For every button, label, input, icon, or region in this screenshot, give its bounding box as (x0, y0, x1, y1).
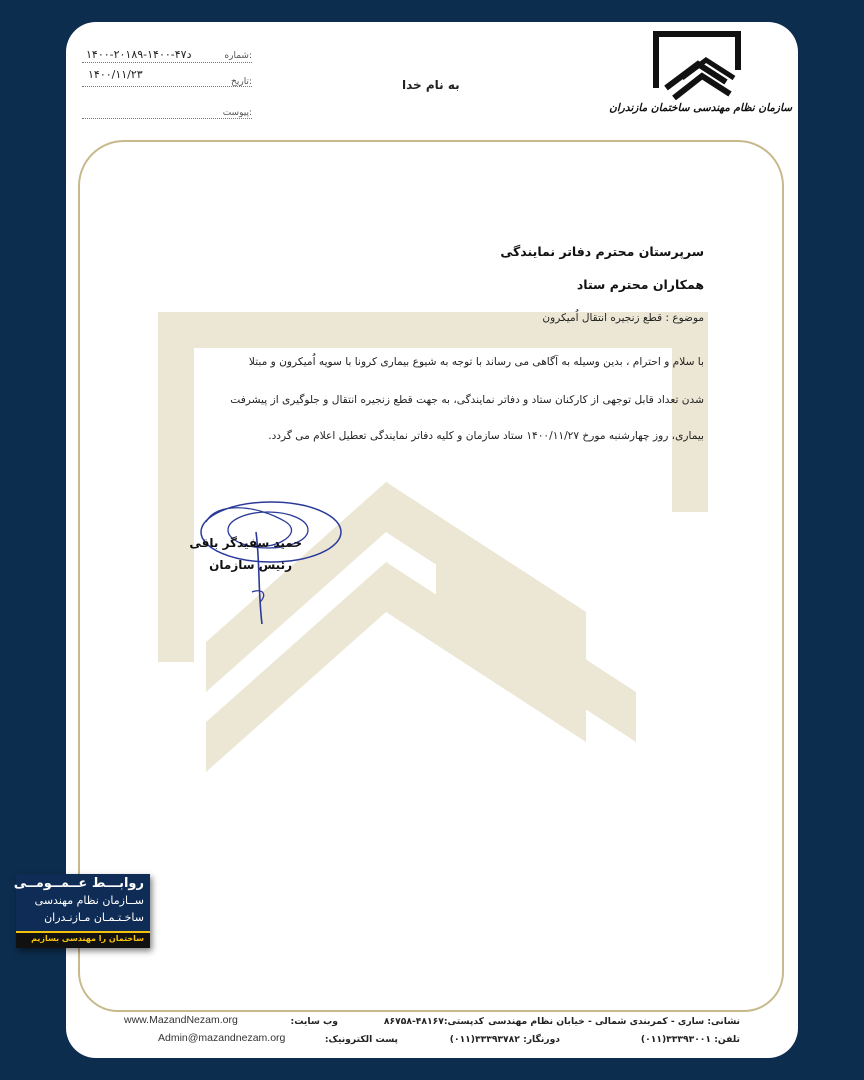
footer-fax: دورنگار: ۳۳۳۹۳۷۸۲(۰۱۱) (449, 1034, 560, 1045)
badge-line-1: روابـــط عــمــومــی (13, 876, 144, 891)
badge-line-2: ســازمان نظام مهندسی (34, 894, 144, 907)
public-relations-badge (13, 874, 150, 948)
footer-email-label: پست الکترونیک: (324, 1034, 398, 1045)
footer-address: نشانی: ساری - کمربندی شمالی - خیابان نظام مهندسی (488, 1016, 740, 1027)
letter-subject: موضوع : قطع زنجیره انتقال اُمیکرون (542, 312, 704, 324)
footer-phone: تلفن: ۳۳۳۹۳۰۰۱(۰۱۱) (640, 1034, 740, 1045)
signer-name: حمید سفیدگر باقی (189, 536, 302, 550)
letter-number: ۱۴۰۰-۲۰۱۸۹-د۴۷-۱۴۰۰ (86, 48, 192, 61)
letter-date: ۱۴۰۰/۱۱/۲۳ (88, 68, 143, 81)
recipient-2: همکاران محترم ستاد (576, 277, 704, 292)
letter-page (66, 22, 798, 1058)
recipient-1: سرپرستان محترم دفاتر نمایندگی (500, 244, 704, 259)
badge-line-3: ساخـتـمـان مـازنـدران (44, 911, 144, 924)
letter-date-row (82, 68, 252, 87)
footer-email[interactable]: Admin@mazandnezam.org (158, 1032, 286, 1044)
org-logo (652, 30, 744, 100)
badge-tagline: ساختمان را مهندسی بسازیم (31, 934, 144, 943)
footer-website-label: وب سایت: (290, 1016, 338, 1027)
org-name: سازمان نظام مهندسی ساختمان مازندران (609, 102, 792, 114)
date-label: تاریخ: (231, 77, 252, 87)
body-line-1: با سلام و احترام ، بدین وسیله به آگاهی می رساند با توجه به شیوع بیماری کرونا با سویه اُمیکرون و مبتلا (248, 356, 704, 368)
number-label: شماره: (224, 51, 252, 61)
letter-number-row (82, 48, 252, 63)
footer-postal: کدپستی:۴۸۱۶۷-۸۶۷۵۸ (383, 1016, 484, 1027)
attachment-label: پیوست: (222, 108, 252, 118)
body-line-3: بیماری، روز چهارشنبه مورخ ۱۴۰۰/۱۱/۲۷ ستاد سازمان و کلیه دفاتر نمایندگی تعطیل اعلام می گردد. (268, 430, 704, 442)
signer-title: رئیس سازمان (209, 558, 292, 572)
body-line-2: شدن تعداد قابل توجهی از کارکنان ستاد و دفاتر نمایندگی، به جهت قطع زنجیره انتقال و جلوگیری از پیشرفت (230, 394, 704, 406)
footer-website[interactable]: www.MazandNezam.org (124, 1014, 238, 1026)
letter-frame (78, 140, 784, 1012)
letter-attachment-row (82, 104, 252, 119)
basmala: به نام خدا (402, 78, 460, 92)
badge-tagline-bar (16, 931, 150, 948)
